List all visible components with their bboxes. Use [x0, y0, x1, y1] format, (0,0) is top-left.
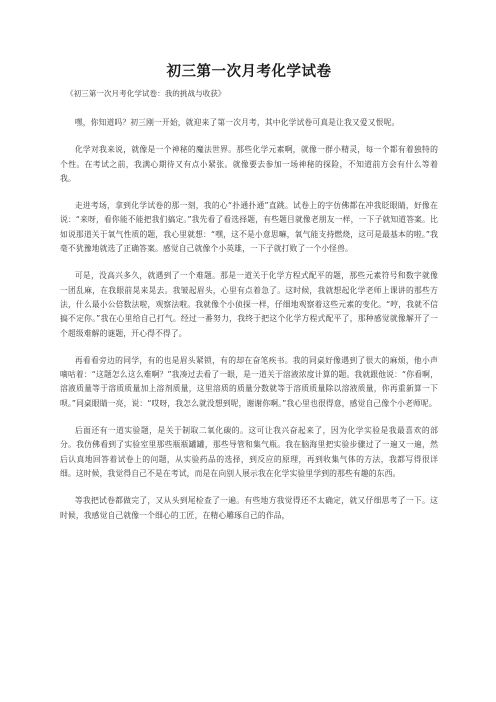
paragraph: 可是，没高兴多久，就遇到了一个难题。那是一道关于化学方程式配平的题，那些元素符号和数字就像一团乱麻，在我眼前晃来晃去。我皱起眉头，心里有点着急了。这时候，我就想起化学老师上课讲的那些方法，什么最小公倍数法啦，观察法啦。我就像个小侦探一样，仔细地观察着这些元素的变化。“哼，我就不信搞不定你。”我在心里给自己打气。经过一番努力，我终于把这个化学方程式配平了，那种感觉就像解开了一个超级难解的谜题，开心得不得了。 [60, 271, 438, 338]
document-subtitle: 《初三第一次月考化学试卷：我的挑战与收获》 [66, 89, 226, 98]
document-title: 初三第一次月考化学试卷 [166, 64, 332, 80]
paragraph: 化学对我来说，就像是一个神秘的魔法世界。那些化学元素啊，就像一群小精灵，每一个都有着独特的个性。在考试之前，我满心期待又有点小紧张。就像要去参加一场神秘的探险，不知道前方会有什么等着我。 [60, 145, 438, 183]
paragraph: 走进考场，拿到化学试卷的那一刻，我的心“扑通扑通”直跳。试卷上的字仿佛都在冲我眨眼睛，好像在说：“来呀，看你能不能把我们搞定。”我先看了看选择题，有些题目就像老朋友一样，一下子就知道答案。比如说那道关于氧气性质的题，我心里就想：“嘿，这不是小意思嘛，氧气能支持燃烧，这可是最基本的啦。”我毫不犹豫地就选了正确答案。感觉自己就像个小英雄，一下子就打败了一个小怪兽。 [60, 201, 438, 254]
paragraph: 后面还有一道实验题，是关于制取二氧化碳的。这可让我兴奋起来了，因为化学实验是我最喜欢的部分。我仿佛看到了实验室里那些瓶瓶罐罐，那些导管和集气瓶。我在脑海里把实验步骤过了一遍又一遍，然后认真地回答着试卷上的问题，从实验药品的选择，到反应的原理，再到收集气体的方法，我都写得很详细。这时候，我觉得自己不是在考试，而是在向别人展示我在化学实验里学到的那些有趣的东西。 [60, 426, 438, 478]
paragraph: 嘿，你知道吗？初三刚一开始，就迎来了第一次月考，其中化学试卷可真是让我又爱又恨呢。 [74, 118, 400, 127]
paragraph: 等我把试卷都做完了，又从头到尾检查了一遍。有些地方我觉得还不太确定，就又仔细思考了一下。这时候，我感觉自己就像一个细心的工匠，在精心雕琢自己的作品， [60, 496, 438, 520]
paragraph: 再看看旁边的同学，有的也是眉头紧锁，有的却在奋笔疾书。我的同桌好像遇到了很大的麻烦，他小声嘀咕着：“这题怎么这么难啊？”我凑过去看了一眼，是一道关于溶液浓度计算的题。我就跟他说：“你看啊，溶液质量等于溶质质量加上溶剂质量，这里溶质的质量分数就等于溶质质量除以溶液质量，你再重新算一下呗。”同桌眼睛一亮，说：“哎呀，我怎么就没想到呢，谢谢你啊。”我心里也很得意，感觉自己像个小老师呢。 [60, 355, 438, 408]
